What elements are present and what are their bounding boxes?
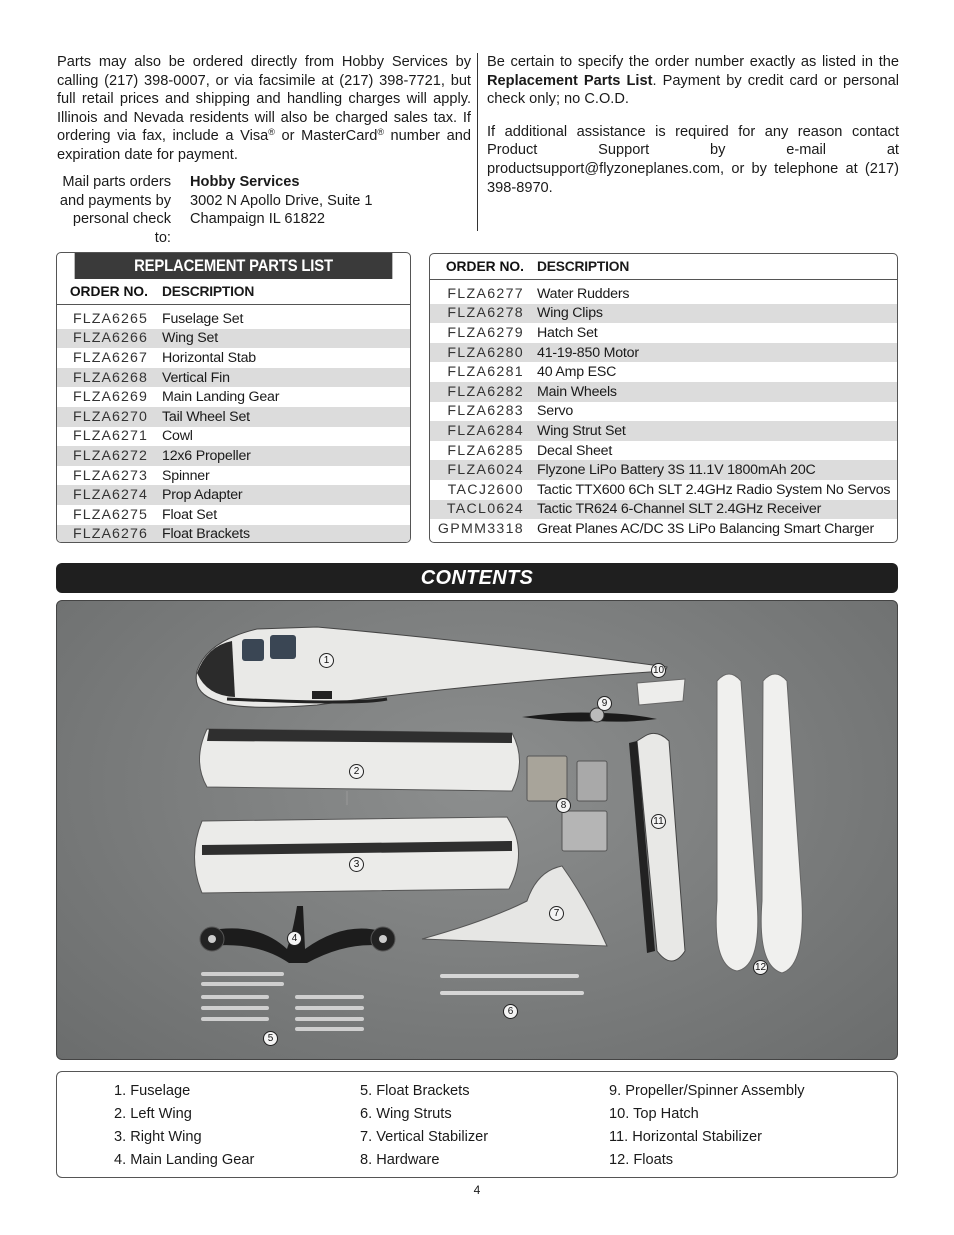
legend-item: 1. Fuselage — [114, 1083, 191, 1099]
part-description: Vertical Fin — [162, 369, 230, 386]
part-description: Float Brackets — [162, 526, 250, 543]
part-description: Main Landing Gear — [162, 389, 280, 406]
callout-9: 9 — [597, 696, 612, 711]
contents-photo — [56, 600, 898, 1060]
mail-label: Mail parts orders — [62, 174, 171, 190]
order-number: FLZA6278 — [447, 305, 524, 322]
order-number: FLZA6271 — [72, 428, 148, 445]
mail-label: personal check to: — [72, 211, 171, 246]
parts-table-header — [430, 254, 897, 280]
top-hatch-illustration — [637, 679, 685, 705]
part-description: Water Rudders — [537, 285, 630, 302]
part-description: Prop Adapter — [162, 487, 243, 504]
parts-row — [430, 343, 897, 363]
propeller-illustration — [522, 708, 657, 722]
order-number: FLZA6268 — [72, 369, 148, 386]
order-number: FLZA6276 — [72, 526, 148, 543]
page-number: 4 — [473, 1183, 481, 1197]
parts-list-title: REPLACEMENT PARTS LIST — [75, 253, 393, 279]
part-description: Great Planes AC/DC 3S LiPo Balancing Smart Charger — [537, 520, 874, 537]
callout-3: 3 — [349, 857, 364, 872]
legend-item: 2. Left Wing — [114, 1106, 192, 1122]
order-number: TACJ2600 — [447, 481, 524, 498]
order-number: FLZA6024 — [447, 462, 524, 479]
parts-row — [430, 460, 897, 480]
part-description: Wing Strut Set — [537, 422, 626, 439]
callout-10: 10 — [652, 665, 665, 676]
order-number: FLZA6279 — [447, 324, 524, 341]
legend-item: 7. Vertical Stabilizer — [360, 1129, 489, 1145]
order-number: FLZA6275 — [72, 506, 148, 523]
parts-row — [430, 421, 897, 441]
legend-item: 9. Propeller/Spinner Assembly — [609, 1083, 805, 1099]
parts-row — [430, 402, 897, 422]
order-no-header: ORDER NO. — [69, 284, 148, 299]
part-description: Tail Wheel Set — [162, 408, 250, 425]
parts-row — [57, 525, 410, 543]
callout-12: 12 — [754, 962, 767, 973]
part-description: Flyzone LiPo Battery 3S 11.1V 1800mAh 20C — [537, 462, 816, 479]
mail-label: and payments by — [59, 192, 171, 209]
parts-row — [57, 505, 410, 525]
kit-illustration — [57, 601, 898, 1060]
order-number: FLZA6272 — [72, 447, 148, 464]
description-header: DESCRIPTION — [162, 284, 255, 299]
callout-11: 11 — [651, 814, 666, 829]
parts-row — [57, 427, 410, 447]
parts-row — [57, 329, 410, 349]
part-description: Spinner — [162, 467, 210, 484]
part-description: Tactic TTX600 6Ch SLT 2.4GHz Radio System No Servos — [537, 481, 891, 498]
parts-row — [57, 446, 410, 466]
description-header: DESCRIPTION — [537, 259, 630, 274]
callout-6: 6 — [503, 1004, 518, 1019]
contents-legend — [56, 1071, 898, 1178]
mail-row — [57, 210, 467, 247]
part-description: Horizontal Stab — [162, 349, 256, 366]
parts-row — [430, 519, 897, 539]
legend-column-1 — [114, 1080, 254, 1172]
parts-row — [430, 382, 897, 402]
parts-row — [57, 407, 410, 427]
order-number: FLZA6285 — [447, 442, 524, 459]
part-description: Hatch Set — [537, 324, 598, 341]
order-number-note: Be certain to specify the order number exactly as listed in the Replacement Parts List. Payment by credit card or personal check only; no C.O.D. — [487, 54, 900, 108]
wing-struts-illustration — [442, 976, 582, 993]
callout-8: 8 — [556, 798, 571, 813]
parts-table-header — [57, 279, 410, 305]
parts-rows-right — [430, 284, 897, 539]
mail-row — [57, 173, 467, 192]
parts-row — [430, 480, 897, 500]
part-description: 12x6 Propeller — [162, 447, 251, 464]
product-support-note: If additional assistance is required for any reason contact Product Support by e-mail at productsupport@flyzoneplanes.com, or by telephone at (217) 398-8970. — [487, 123, 899, 196]
legend-item: 12. Floats — [609, 1152, 674, 1168]
legend-column-2 — [360, 1080, 488, 1172]
float-brackets-illustration — [203, 974, 362, 1029]
right-wing-illustration — [195, 817, 519, 893]
order-number: FLZA6265 — [72, 310, 148, 327]
legend-item: 4. Main Landing Gear — [114, 1152, 255, 1168]
replacement-parts-table-right — [429, 253, 898, 543]
column-divider — [477, 53, 478, 231]
mail-value: Hobby Services — [190, 174, 300, 190]
ordering-instructions — [487, 53, 899, 197]
parts-row — [430, 304, 897, 324]
parts-row — [430, 441, 897, 461]
mail-value: Champaign IL 61822 — [190, 211, 325, 228]
mail-row — [57, 192, 467, 211]
parts-rows-left — [57, 309, 410, 543]
legend-item: 6. Wing Struts — [360, 1106, 452, 1122]
callout-4: 4 — [287, 931, 302, 946]
part-description: Tactic TR624 6-Channel SLT 2.4GHz Receiver — [537, 501, 822, 518]
parts-row — [57, 348, 410, 368]
legend-item: 10. Top Hatch — [609, 1106, 699, 1122]
order-number: FLZA6266 — [72, 330, 148, 347]
order-number: FLZA6282 — [447, 383, 524, 400]
part-description: Wing Clips — [537, 305, 603, 322]
legend-item: 5. Float Brackets — [360, 1083, 470, 1099]
part-description: 41-19-850 Motor — [537, 344, 639, 361]
parts-row — [57, 387, 410, 407]
horizontal-stabilizer-illustration — [629, 733, 685, 961]
order-number: GPMM3318 — [437, 520, 524, 537]
parts-row — [430, 500, 897, 520]
callout-7: 7 — [549, 906, 564, 921]
part-description: Float Set — [162, 506, 217, 523]
order-number: FLZA6280 — [447, 344, 524, 361]
legend-item: 8. Hardware — [360, 1152, 440, 1168]
order-number: FLZA6267 — [72, 349, 148, 366]
fuselage-illustration — [196, 627, 667, 707]
replacement-parts-table-left — [56, 252, 411, 543]
parts-row — [57, 368, 410, 388]
legend-item: 3. Right Wing — [114, 1129, 202, 1145]
parts-row — [430, 362, 897, 382]
ordering-paragraph: Parts may also be ordered directly from Hobby Services by calling (217) 398-0007, or via facsimile at (217) 398-7721, but full retail prices and shipping and handling charges will apply. Illinois and Nevada residents will also be charged sales tax. If ordering via fax, include a Visa® or MasterCard® number and expiration date for payment. — [57, 54, 471, 163]
parts-row — [57, 485, 410, 505]
legend-item: 11. Horizontal Stabilizer — [609, 1129, 763, 1145]
parts-row — [430, 323, 897, 343]
order-number: FLZA6283 — [447, 403, 524, 420]
order-number: FLZA6277 — [447, 285, 524, 302]
order-number: FLZA6269 — [72, 389, 148, 406]
order-number: TACL0624 — [446, 501, 524, 518]
part-description: Wing Set — [162, 330, 218, 347]
parts-row — [57, 466, 410, 486]
legend-column-3 — [609, 1080, 805, 1172]
mail-value: 3002 N Apollo Drive, Suite 1 — [190, 192, 373, 209]
parts-row — [430, 284, 897, 304]
floats-illustration — [716, 674, 802, 973]
part-description: Servo — [537, 403, 574, 420]
order-number: FLZA6273 — [72, 467, 148, 484]
order-number: FLZA6281 — [447, 364, 524, 381]
order-number: FLZA6270 — [72, 408, 148, 425]
mail-address-block — [57, 173, 467, 247]
contents-title: CONTENTS — [56, 563, 898, 593]
callout-2: 2 — [349, 764, 364, 779]
parts-row — [57, 309, 410, 329]
callout-1: 1 — [319, 653, 334, 668]
part-description: Fuselage Set — [162, 310, 244, 327]
part-description: Main Wheels — [537, 383, 617, 400]
order-number: FLZA6284 — [447, 422, 524, 439]
part-description: Decal Sheet — [537, 442, 613, 459]
order-no-header: ORDER NO. — [445, 259, 524, 274]
order-number: FLZA6274 — [72, 487, 148, 504]
part-description: 40 Amp ESC — [537, 364, 617, 381]
callout-5: 5 — [263, 1031, 278, 1046]
part-description: Cowl — [162, 428, 193, 445]
